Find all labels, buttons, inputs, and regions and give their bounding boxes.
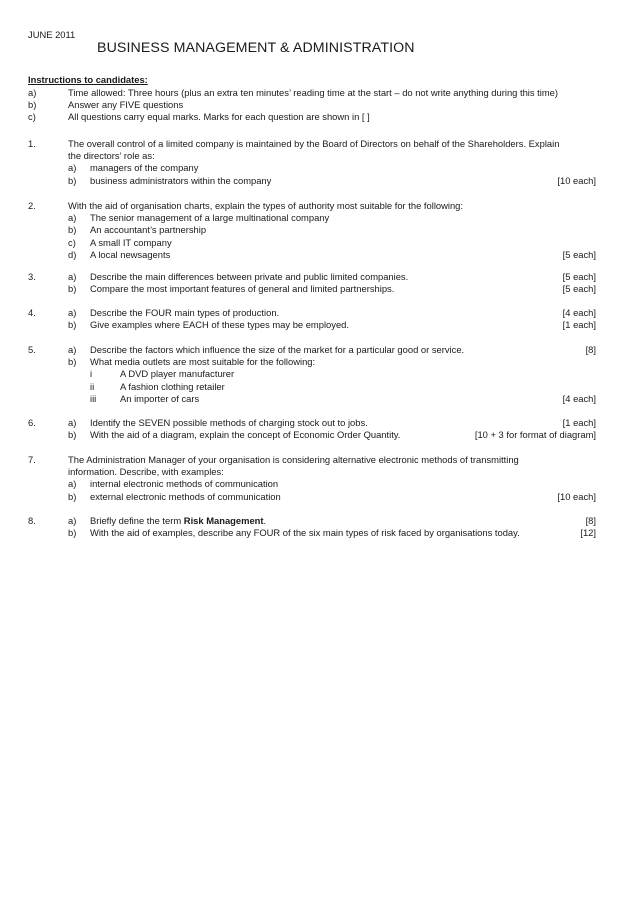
part-text: The senior management of a large multinational company [90,212,330,224]
part-label: b) [68,224,77,236]
instruction-label: c) [28,111,36,123]
question-6 [28,417,596,441]
question-stem: The overall control of a limited company is maintained by the Board of Directors on behalf of the Shareholders. Explain [68,138,560,149]
part-text: With the aid of a diagram, explain the concept of Economic Order Quantity. [90,429,401,441]
instruction-item [28,87,618,99]
part-label: a) [68,417,77,428]
question-5 [28,344,596,405]
part-text: With the aid of examples, describe any FOUR of the six main types of risk faced by organisations today. [90,527,520,539]
part-label: b) [68,319,77,331]
question-number: 3. [28,271,36,282]
page-title: BUSINESS MANAGEMENT & ADMINISTRATION [97,40,415,56]
part-label: a) [68,344,77,355]
instructions-heading: Instructions to candidates: [28,74,148,85]
subpart-text: A fashion clothing retailer [120,380,225,392]
part-text: Compare the most important features of general and limited partnerships. [90,283,395,295]
question-stem: the directors’ role as: [68,150,155,162]
part-label: a) [68,162,77,174]
part-label: d) [68,248,77,260]
instruction-label: b) [28,99,37,111]
question-stem: information. Describe, with examples: [68,466,224,478]
question-stem: With the aid of organisation charts, explain the types of authority most suitable for the following: [68,200,464,211]
part-text: managers of the company [90,162,199,174]
instruction-item [28,99,618,111]
part-label: a) [68,515,77,526]
marks: [5 each] [562,248,596,260]
question-number: 1. [28,138,36,149]
part-label: b) [68,174,77,186]
part-text: An accountant’s partnership [90,224,207,236]
part-text-prefix: Briefly define the term [90,515,184,526]
part-label: a) [68,307,77,318]
part-text: Give examples where EACH of these types may be employed. [90,319,349,331]
part-label: b) [68,429,77,441]
part-label: b) [68,490,77,502]
part-text-suffix: . [263,515,267,526]
marks: [12] [580,527,596,539]
marks: [10 each] [557,174,596,186]
marks: [10 each] [557,490,596,502]
marks: [1 each] [562,417,596,428]
subpart-text: An importer of cars [120,392,200,404]
instruction-label: a) [28,87,37,98]
subpart-label: iii [90,392,97,404]
part-text: A small IT company [90,236,172,248]
instruction-item [28,111,618,123]
part-label: b) [68,356,77,368]
part-text: business administrators within the company [90,174,272,186]
instruction-text: Answer any FIVE questions [68,99,184,111]
question-number: 2. [28,200,36,211]
part-text: internal electronic methods of communication [90,478,279,490]
marks: [5 each] [562,271,596,282]
subpart-text: A DVD player manufacturer [120,368,235,380]
question-2 [28,200,596,261]
question-stem: The Administration Manager of your organisation is considering alternative electronic methods of transmitting [68,454,519,465]
risk-management-term: Risk Management [183,515,264,526]
question-7 [28,454,596,503]
marks: [5 each] [562,283,596,295]
part-label: b) [68,283,77,295]
part-label: a) [68,478,77,490]
part-label: c) [68,236,76,248]
part-text: A local newsagents [90,248,171,260]
question-3 [28,271,596,295]
marks: [8] [585,515,596,526]
part-text: Describe the main differences between private and public limited companies. [90,271,409,282]
question-number: 4. [28,307,36,318]
part-text: Describe the factors which influence the size of the market for a particular good or service. [90,344,465,355]
part-label: a) [68,271,77,282]
marks: [4 each] [562,307,596,318]
question-4 [28,307,596,331]
subpart-label: ii [90,380,95,392]
part-text: Identify the SEVEN possible methods of charging stock out to jobs. [90,417,368,428]
marks: [8] [585,344,596,355]
instruction-text: Time allowed: Three hours (plus an extra ten minutes’ reading time at the start – do not write anything during this time) [68,87,558,98]
part-text: external electronic methods of communication [90,490,281,502]
question-number: 6. [28,417,36,428]
question-8 [28,515,596,539]
subpart-label: i [90,368,93,380]
instruction-text: All questions carry equal marks. Marks for each question are shown in [ ] [68,111,370,123]
marks: [1 each] [562,319,596,331]
exam-date: JUNE 2011 [28,29,76,40]
question-number: 7. [28,454,36,465]
instructions-list [28,87,618,124]
part-label: b) [68,527,77,539]
part-text: What media outlets are most suitable for the following: [90,356,316,368]
question-number: 5. [28,344,36,355]
marks: [10 + 3 for format of diagram] [474,429,596,441]
part-label: a) [68,212,77,224]
question-number: 8. [28,515,36,526]
part-text: Describe the FOUR main types of production. [90,307,280,318]
marks: [4 each] [562,392,596,404]
part-text [90,515,266,527]
question-1 [28,138,596,187]
